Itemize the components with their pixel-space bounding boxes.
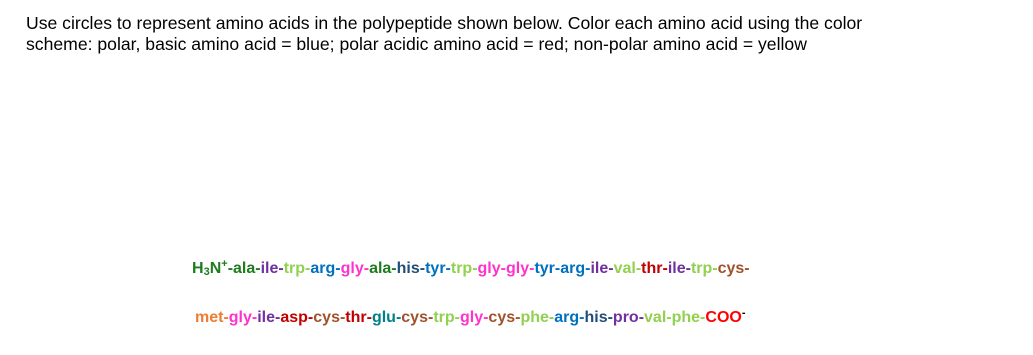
- amino-acid-token: ile-: [667, 260, 691, 277]
- amino-acid-token: 3: [203, 266, 210, 278]
- amino-acid-token: glu-: [371, 309, 402, 326]
- amino-acid-token: ala-: [369, 260, 397, 277]
- amino-acid-token: gly-: [228, 309, 258, 326]
- amino-acid-token: ile-: [590, 260, 614, 277]
- amino-acid-token: val-: [613, 260, 642, 277]
- amino-acid-token: thr-: [345, 309, 372, 326]
- amino-acid-token: asp-: [280, 309, 314, 326]
- amino-acid-token: arg-: [560, 260, 591, 277]
- amino-acid-token: phe-: [671, 309, 706, 326]
- amino-acid-token: N: [209, 260, 222, 277]
- amino-acid-token: his-: [396, 260, 426, 277]
- amino-acid-token: H: [192, 260, 204, 277]
- instructions-line-2: scheme: polar, basic amino acid = blue; polar acidic amino acid = red; non-polar amino acid = yellow: [26, 34, 807, 54]
- amino-acid-token: COO: [705, 309, 742, 326]
- polypeptide-sequence-line-2: [195, 303, 746, 328]
- amino-acid-token: +: [221, 258, 228, 270]
- amino-acid-token: trp-: [690, 260, 718, 277]
- amino-acid-token: trp-: [433, 309, 460, 326]
- amino-acid-token: tyr-: [425, 260, 451, 277]
- amino-acid-token: ala-: [233, 260, 261, 277]
- amino-acid-token: -: [741, 307, 746, 319]
- amino-acid-token: cys-: [488, 309, 521, 326]
- amino-acid-token: trp-: [450, 260, 478, 277]
- amino-acid-token: cys-: [401, 309, 434, 326]
- amino-acid-token: cys-: [717, 260, 750, 277]
- amino-acid-token: his-: [584, 309, 613, 326]
- amino-acid-token: -: [227, 260, 234, 277]
- instructions-line-1: Use circles to represent amino acids in the polypeptide shown below. Color each amino acid using the color: [26, 13, 863, 33]
- instructions-text: [26, 13, 1016, 55]
- amino-acid-token: gly-: [340, 260, 370, 277]
- amino-acid-token: gly-: [505, 260, 535, 277]
- amino-acid-token: arg-: [554, 309, 585, 326]
- amino-acid-token: pro-: [612, 309, 645, 326]
- amino-acid-token: ile-: [260, 260, 284, 277]
- amino-acid-token: cys-: [313, 309, 346, 326]
- amino-acid-token: trp-: [283, 260, 311, 277]
- amino-acid-token: gly-: [477, 260, 506, 277]
- amino-acid-token: thr-: [641, 260, 668, 277]
- polypeptide-sequence-line-1: [192, 254, 750, 282]
- amino-acid-token: arg-: [310, 260, 341, 277]
- amino-acid-token: gly-: [459, 309, 489, 326]
- amino-acid-token: tyr-: [534, 260, 561, 277]
- amino-acid-token: ile-: [257, 309, 281, 326]
- amino-acid-token: val-: [644, 309, 672, 326]
- amino-acid-token: met-: [195, 309, 229, 326]
- amino-acid-token: phe-: [520, 309, 555, 326]
